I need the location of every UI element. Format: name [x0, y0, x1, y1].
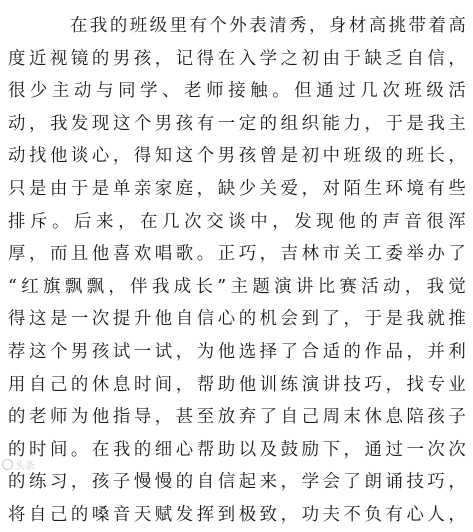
text-line: 的时间。在我的细心帮助以及鼓励下，通过一次次	[8, 439, 466, 460]
watermark	[2, 457, 35, 472]
watermark-text: 头条	[15, 461, 35, 472]
watermark-logo-icon	[2, 459, 13, 470]
text-line: 的练习，孩子慢慢的自信起来，学会了朗诵技巧，	[8, 472, 466, 493]
text-line: 的老师为他指导，甚至放弃了自己周末休息陪孩子	[8, 407, 466, 428]
text-line: 将自己的嗓音天赋发挥到极致，功夫不负有心人，	[8, 504, 466, 525]
text-line: 很少主动与同学、老师接触。但通过几次班级活	[8, 81, 466, 102]
text-line: 只是由于是单亲家庭，缺少关爱，对陌生环境有些	[8, 178, 466, 199]
text-line: 厚，而且他喜欢唱歌。正巧，吉林市关工委举办了	[8, 244, 466, 265]
text-line: 荐这个男孩试一试，为他选择了合适的作品，并利	[8, 341, 466, 362]
text-line: “红旗飘飘，伴我成长”主题演讲比赛活动，我觉	[8, 276, 466, 297]
text-line: 在我的班级里有个外表清秀，身材高挑带着高	[70, 16, 466, 36]
document-text-block	[8, 10, 466, 532]
text-line: 度近视镜的男孩，记得在入学之初由于缺乏自信，	[8, 48, 466, 69]
text-line: 动，我发现这个男孩有一定的组织能力，于是我主	[8, 113, 466, 134]
text-line: 得这是一次提升他自信心的机会到了，于是我就推	[8, 309, 466, 330]
text-line: 动找他谈心，得知这个男孩曾是初中班级的班长，	[8, 146, 466, 167]
text-line: 排斥。后来，在几次交谈中，发现他的声音很浑	[8, 211, 466, 232]
text-line: 用自己的休息时间，帮助他训练演讲技巧，找专业	[8, 374, 466, 395]
